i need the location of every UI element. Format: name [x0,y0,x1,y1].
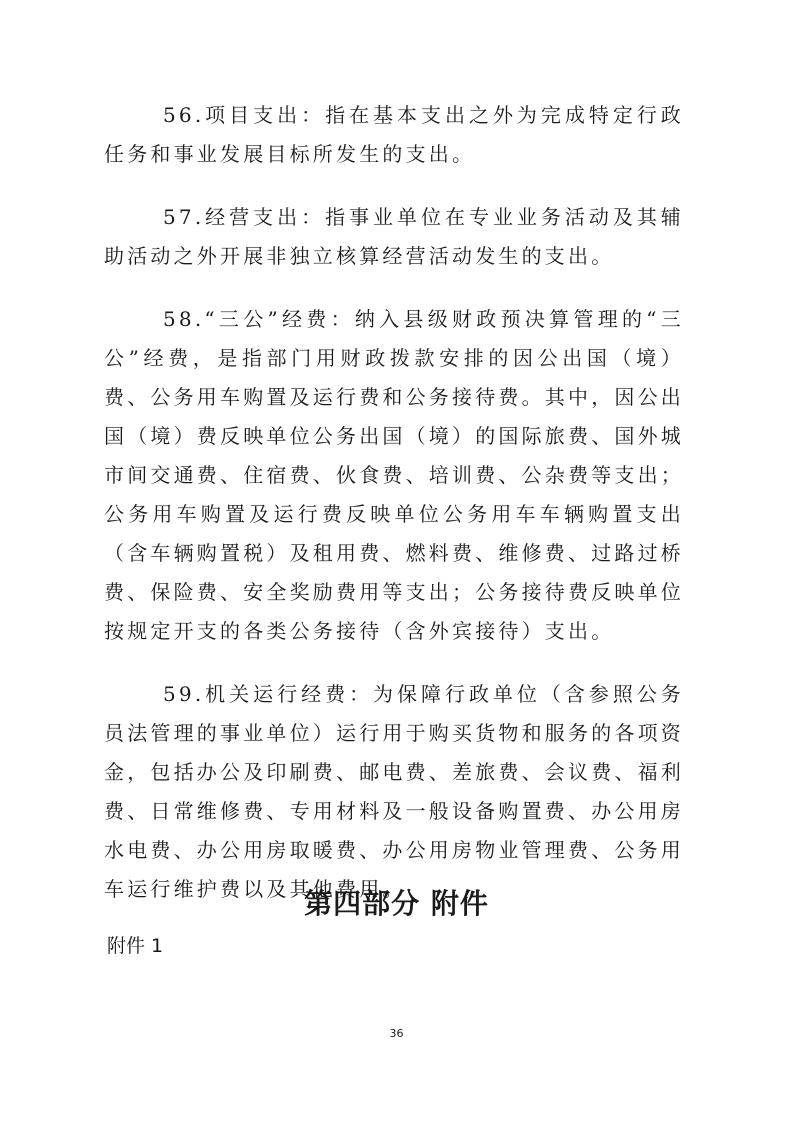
section-title: 第四部分 附件 [304,887,489,920]
paragraph-57: 57.经营支出：指事业单位在专业业务活动及其辅助活动之外开展非独立核算经营活动发生的支出。 [104,205,684,268]
attachment-label: 附件 1 [107,935,164,957]
page-number: 36 [389,1027,404,1040]
paragraph-58: 58.“三公”经费：纳入县级财政预决算管理的“三公”经费，是指部门用财政拨款安排的因公出国（境）费、公务用车购置及运行费和公务接待费。其中，因公出国（境）费反映单位公务出国（境）的国际旅费、国外城市间交通费、住宿费、伙食费、培训费、公杂费等支出；公务用车购置及运行费反映单位公务用车车辆购置支出（含车辆购置税）及租用费、燃料费、维修费、过路过桥费、保险费、安全奖励费用等支出；公务接待费反映单位按规定开支的各类公务接待（含外宾接待）支出。 [104,307,684,643]
body-text [104,96,684,933]
paragraph-59: 59.机关运行经费：为保障行政单位（含参照公务员法管理的事业单位）运行用于购买货物和服务的各项资金，包括办公及印刷费、邮电费、差旅费、会议费、福利费、日常维修费、专用材料及一般设备购置费、办公用房水电费、办公用房取暖费、办公用房物业管理费、公务用车运行维护费以及其他费用。 [104,682,684,901]
paragraph-56: 56.项目支出：指在基本支出之外为完成特定行政任务和事业发展目标所发生的支出。 [104,103,684,166]
